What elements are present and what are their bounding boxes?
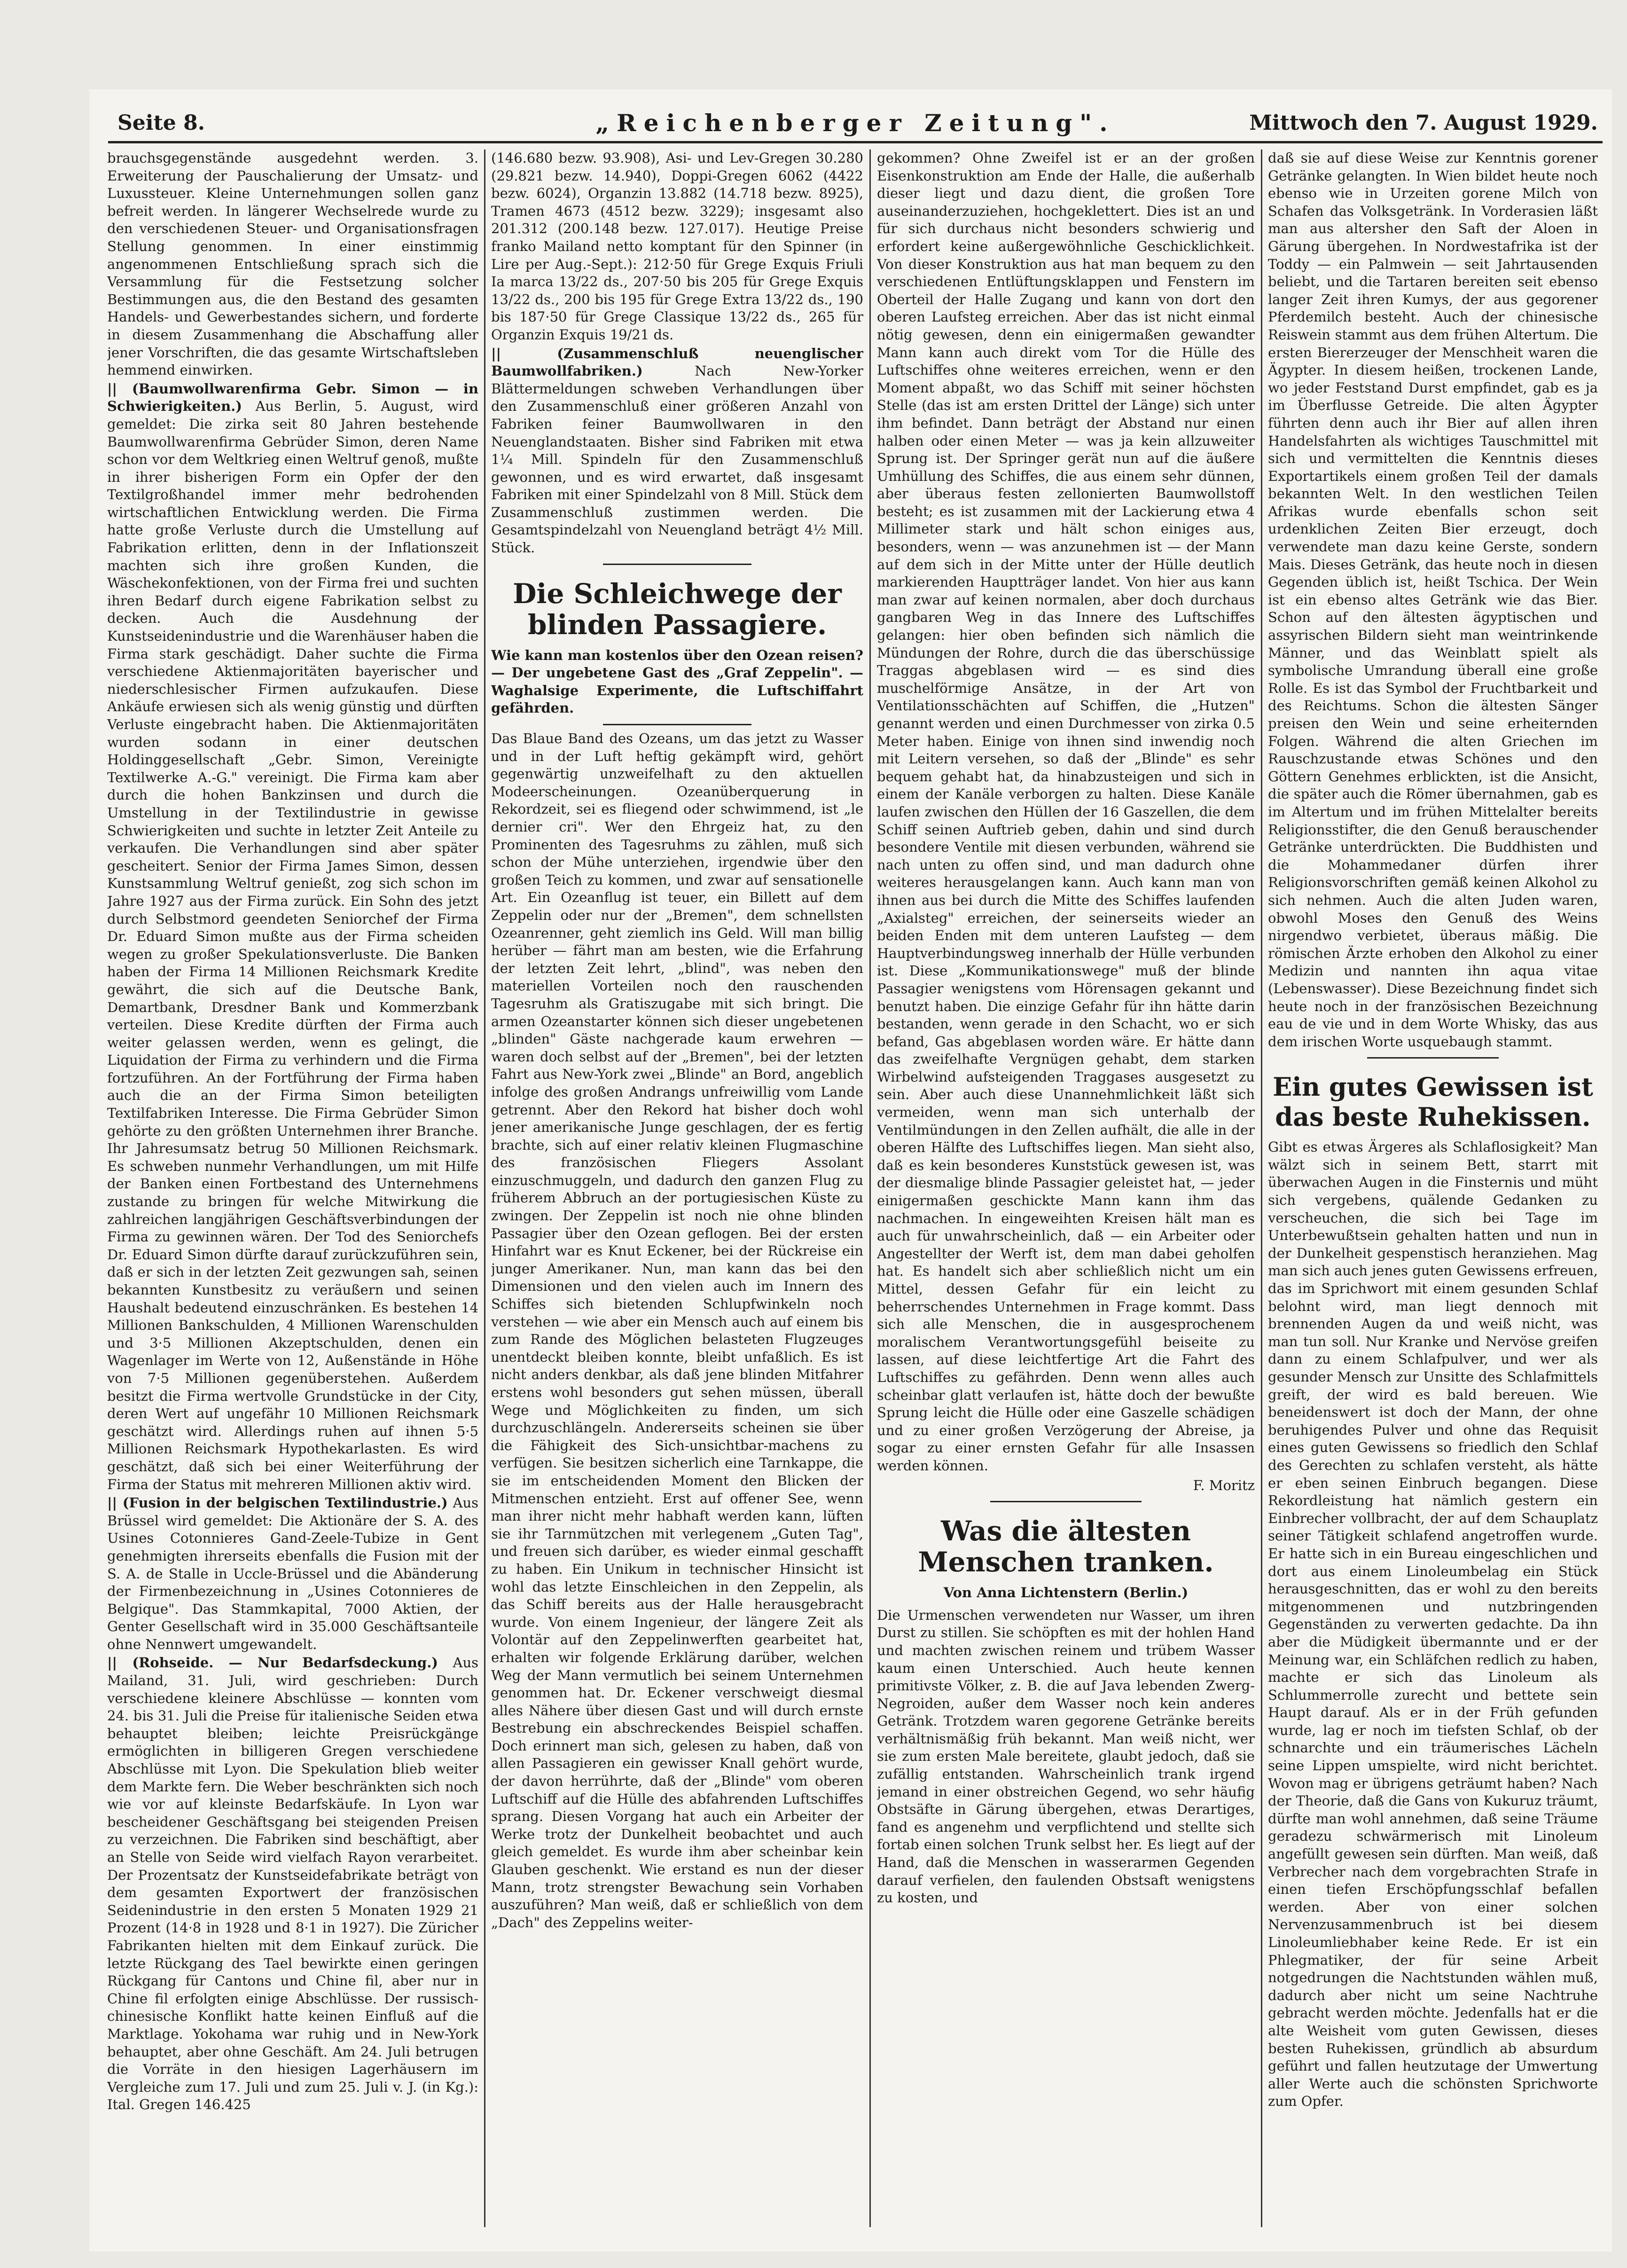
column-1 [107, 149, 478, 2218]
article-text: Aus Brüssel wird gemeldet: Die Aktionäre der S. A. des Usines Cotonnieres Gand-Zeele-Tubize in Gent genehmigten ihrerseits ebenfalls die Fusion mit der S. A. de Stalle in Uccle-Brüssel und die Abänderung der Firmenbezeichnung in „Usines Cotonnieres de Belgique". Das Stammkapital, 7000 Aktien, der Genter Gesellschaft wird in 35.000 Geschäftsanteile ohne Nennwert umgewandelt. [107, 1495, 478, 1652]
page-number: Seite 8. [117, 111, 205, 135]
column-4 [1268, 149, 1598, 2218]
masthead: „Reichenberger Zeitung". [595, 109, 1115, 137]
article-text: Gibt es etwas Ärgeres als Schlaflosigkeit? Man wälzt sich in seinem Bett, starrt mit überwachen Augen in die Finsternis und müht sich vergebens, quälende Gedanken zu verscheuchen, die sich bei Tage im Unterbewußtsein gehalten hatten und nun in der Dunkelheit gespenstisch heranziehen. Mag man sich auch jenes guten Gewissens erfreuen, das im Sprichwort mit einem gesunden Schlaf belohnt wird, man liegt dennoch mit brennenden Augen da und weiß nicht, was man tun soll. Nur Kranke und Nervöse greifen dann zu einem Schlafpulver, und wer als gesunder Mensch zur Unsitte des Schlafmittels greift, der wird es bald bereuen. Wie beneidenswert ist doch der Mann, der ohne beruhigendes Pulver und ohne das Requisit eines guten Gewissens so friedlich den Schlaf des Gerechten zu schlafen versteht, als hätte er eben seinen Einbruch begangen. Diese Rekordleistung hat nämlich gestern ein Einbrecher vollbracht, der auf dem Schauplatz seiner Tätigkeit schlafend angetroffen wurde. Er hatte sich in ein Bureau eingeschlichen und dort aus einem Linoleumbelag ein Stück herausgeschnitten, das er wohl zu den bereits mitgenommenen und nutzbringenden Gegenständen zu verwerten gedachte. Da ihn aber die Müdigkeit übermannte und er der Meinung war, ein Schläfchen redlich zu haben, machte er sich das Linoleum als Schlummerrolle zurecht und bettete sein Haupt darauf. Als er in der Früh gefunden wurde, lag er noch im tiefsten Schlaf, ob der schnarchte und ein träumerisches Lächeln seine Lippen umspielte, wird nicht berichtet. Wovon mag er übrigens geträumt haben? Nach der Theorie, daß die Gans von Kukuruz träumt, dürfte man wohl annehmen, daß seine Träume geradezu schwärmerisch mit Linoleum angefüllt gewesen sein dürften. Man weiß, daß Verbrecher nach dem vorgebrachten Strafe in einen tiefen Erschöpfungsschlaf befallen werden. Aber von einer solchen Nervenzusammenbruch ist bei diesem Linoleumliebhaber keine Rede. Er ist ein Phlegmatiker, der für seine Arbeit notgedrungen die Nachtstunden wählen muß, dadurch aber nicht um seine Nachtruhe gebracht werden möchte. Jedenfalls hat er die alte Weisheit vom guten Gewissen, dieses besten Ruhekissen, gründlich ab absurdum geführt und fallen heutzutage der Umwertung aller Werte auch die schönsten Sprichworte zum Opfer. [1268, 1139, 1598, 2110]
article-author: Von Anna Lichtenstern (Berlin.) [943, 1585, 1189, 1601]
article-text: Aus Berlin, 5. August, wird gemeldet: Die zirka seit 80 Jahren bestehende Baumwollwarenfirma Gebrüder Simon, deren Name schon vor dem Weltkrieg einen Weltruf genoß, mußte in ihrer bisherigen Form ein Opfer der den Textilgroßhandel immer mehr bedrohenden wirtschaftlichen Entwicklung werden. Die Firma hatte große Verluste durch die Umstellung auf Fabrikation erlitten, denn in der Inflationszeit machten sich ihre großen Kunden, die Wäschekonfektionen, von der Firma frei und suchten ihren Bedarf durch eigene Fabrikation selbst zu decken. Auch die Ausdehnung der Kunstseidenindustrie und die Warenhäuser haben die Firma stark geschädigt. Daher suchte die Firma verschiedene Aktienmajoritäten bayerischer und niederschlesischer Firmen aufzukaufen. Diese Ankäufe erwiesen sich als wenig günstig und dürften Verluste eingebracht haben. Die Aktienmajoritäten wurden sodann in einer deutschen Holdinggesellschaft „Gebr. Simon, Vereinigte Textilwerke A.-G." vereinigt. Die Firma kam aber durch die hohen Bankzinsen und durch die Umstellung in der Textilindustrie in gewisse Schwierigkeiten und suchte in letzter Zeit Anteile zu verkaufen. Die Verhandlungen sind aber später gescheitert. Senior der Firma James Simon, dessen Kunstsammlung Weltruf genießt, zog sich schon im Jahre 1927 aus der Firma zurück. Ein Sohn des jetzt durch Selbstmord geendeten Seniorchef der Firma Dr. Eduard Simon mußte aus der Firma scheiden wegen zu großer Spekulationsverluste. Die Banken haben der Firma 14 Millionen Reichsmark Kredite gewährt, die sich auf die Deutsche Bank, Demartbank, Dresdner Bank und Kommerzbank verteilen. Diese Kredite dürften der Firma auch weiter gelassen werden, wenn es gelingt, die Liquidation der Firma zu verhindern und die Firma fortzuführen. An der Fortführung der Firma haben auch die an der Firma Simon beteiligten Textilfabriken Interesse. Die Firma Gebrüder Simon gehörte zu den größten Unternehmen ihrer Branche. Ihr Jahresumsatz betrug 50 Millionen Reichsmark. Es schweben nunmehr Verhandlungen, um mit Hilfe der Banken einen Fortbestand des Unternehmens zustande zu bringen für welche Mitwirkung die zahlreichen langjährigen Geschäftsverbindungen der Firma zu gewinnen wären. Der Tod des Seniorchefs Dr. Eduard Simon dürfte darauf zurückzuführen sein, daß er sich in der letzten Zeit gezwungen sah, seinen bekannten Kunstbesitz zu veräußern und seinen Haushalt bedeutend einzuschränken. Es bestehen 14 Millionen Bankschulden, 4 Millionen Warenschulden und 3·5 Millionen Akzeptschulden, denen ein Wagenlager im Werte von 12, Außenstände in Höhe von 7·5 Millionen gegenüberstehen. Außerdem besitzt die Firma wertvolle Grundstücke in der City, deren Wert auf ungefähr 10 Millionen Reichsmark geschätzt wird. Allerdings ruhen auf ihnen 5·5 Millionen Reichsmark Hypothekarlasten. Es wird geschätzt, daß sich bei einer Weiterführung der Firma der Status mit mehreren Millionen aktiv wird. [107, 398, 478, 1492]
section-heading: || (Zusammenschluß neuenglischer Baumwollfabriken.) [491, 345, 863, 379]
header-rule [108, 141, 1603, 143]
article-title: Was die ältesten Menschen tranken. [918, 1515, 1214, 1578]
section-heading: || (Rohseide. — Nur Bedarfsdeckung.) [107, 1655, 438, 1671]
article-text: (146.680 bezw. 93.908), Asi- und Lev-Gregen 30.280 (29.821 bezw. 14.940), Doppi-Gregen 6062 (4422 bezw. 6024), Organzin 13.882 (14.718 bezw. 8925), Tramen 4673 (4512 bezw. 3229); insgesamt also 201.312 (200.148 bezw. 127.017). Heutige Preise franko Mailand netto komptant für den Spinner (in Lire per Aug.-Sept.): 212·50 für Grege Exquis Friuli Ia marca 13/22 ds., 207·50 bis 205 für Grege Exquis 13/22 ds., 200 bis 195 für Grege Extra 13/22 ds., 190 bis 187·50 für Grege Classique 13/22 ds., 265 für Organzin Exquis 19/21 ds. [491, 150, 863, 343]
article-text: brauchsgegenstände ausgedehnt werden. 3. Erweiterung der Pauschalierung der Umsatz- und Luxussteuer. Kleine Unternehmungen sollen ganz befreit werden. In längerer Wechselrede wurde zu den verschiedenen Steuer- und Organisationsfragen Stellung genommen. In einer einstimmig angenommenen Entschließung sprach sich die Versammlung für die Festsetzung solcher Bestimmungen aus, die den Bestand des gesamten Handels- und Gewerbestandes sichern, und forderte in diesem Zusammenhang die Abschaffung aller jener Vorschriften, die das gesamte Wirtschaftsleben hemmend einwirken. [107, 150, 478, 378]
page-header [108, 106, 1603, 144]
column-divider [1261, 149, 1262, 2227]
separator [603, 564, 752, 565]
column-3 [877, 149, 1255, 2218]
article-text: daß sie auf diese Weise zur Kenntnis gorener Getränke gelangten. In Wien bildet heute noch ebenso wie in Urzeiten gorene Milch von Schafen das Volksgetränk. In Vorderasien läßt man aus altersher den Saft der Aloen in Gärung übergehen. In Nordwestafrika ist der Toddy — ein Palmwein — seit Jahrtausenden beliebt, und die Tartaren bereiten seit ebenso langer Zeit ihren Kumys, der aus gegorener Pferdemilch besteht. Auch der chinesische Reiswein stammt aus dem frühen Altertum. Die ersten Biererzeuger der Menschheit waren die Ägypter. In diesem heißen, trockenen Lande, wo jeder Feststand Durst empfindet, gab es ja im Überflusse Getreide. Die alten Ägypter führten denn auch ihr Bier auf allen ihren Handelsfahrten als wichtiges Tauschmittel mit sich und vermittelten die Kenntnis dieses Exportartikels einem großen Teil der damals bekannten Welt. In den westlichen Teilen Afrikas wurde ebenfalls schon seit urdenklichen Zeiten Bier erzeugt, doch verwendete man dazu keine Gerste, sondern Mais. Dieses Getränk, das heute noch in diesen Gegenden üblich ist, heißt Tschica. Der Wein ist ein ebenso altes Getränk wie das Bier. Schon auf den ältesten ägyptischen und assyrischen Bildern sieht man weintrinkende Männer, und das Weinblatt spielt als symbolische Umrandung überall eine große Rolle. Es ist das Symbol der Fruchtbarkeit und des Reichtums. Schon die ältesten Sänger preisen den Wein und seine erheiternden Folgen. Während die alten Griechen im Rauschzustande etwas Schönes und den Göttern Genehmes erblickten, ist die Ansicht, die später auch die Römer übernahmen, gab es im Altertum und im frühen Mittelalter bereits Religionsstifter, die den Genuß berauschender Getränke unterdrückten. Die Buddhisten und die Mohammedaner dürfen ihrer Religionsvorschriften gemäß keinen Alkohol zu sich nehmen. Auch die alten Juden waren, obwohl Moses den Genuß des Weins nirgendwo verbietet, überaus mäßig. Die römischen Ärzte erhoben den Alkohol zu einer Medizin und nannten ihn aqua vitae (Lebenswasser). Diese Bezeichnung findet sich heute noch in der französischen Bezeichnung eau de vie und in dem Worte Whisky, das aus dem irischen Worte usquebaugh stammt. [1268, 150, 1598, 1050]
article-title: Die Schleichwege der blinden Passagiere. [513, 577, 842, 641]
column-divider [484, 149, 485, 2227]
separator [990, 1501, 1142, 1502]
article-text: Das Blaue Band des Ozeans, um das jetzt zu Wasser und in der Luft heftig gekämpft wird, gehört gegenwärtig unzweifelhaft zu den aktuellen Modeerscheinungen. Ozeanüberquerung in Rekordzeit, sei es fliegend oder schwimmend, ist „le dernier cri". Wer den Ehrgeiz hat, zu den Prominenten des Tagesruhms zu zählen, muß sich schon der Mühe unterziehen, irgendwie über den großen Teich zu kommen, und zwar auf sensationelle Art. Ein Ozeanflug ist teuer, ein Billett auf dem Zeppelin oder nur der „Bremen", dem schnellsten Ozeanrenner, geht ziemlich ins Geld. Will man billig herüber — fährt man am besten, wie die Erfahrung der letzten Zeit lehrt, „blind", was neben den materiellen Vorteilen noch den rauschenden Tagesruhm als Gratiszugabe mit sich bringt. Die armen Ozeanstarter können sich dieser ungebetenen „blinden" Gäste nachgerade kaum erwehren — waren doch selbst auf der „Bremen", bei der letzten Fahrt aus New-York zwei „Blinde" an Bord, angeblich infolge des großen Andrangs unfreiwillig vom Lande getrennt. Aber den Rekord hat bisher doch wohl jener amerikanische Junge geschlagen, der es fertig brachte, sich auf einer relativ kleinen Flugmaschine des französischen Fliegers Assolant einzuschmuggeln, und dadurch den ganzen Flug zu früherem Abbruch an der portugiesischen Küste zu zwingen. Der Zeppelin ist noch nie ohne blinden Passagier über den Ozean geflogen. Bei der ersten Hinfahrt war es Knut Eckener, bei der Rückreise ein junger Amerikaner. Nun, man kann das bei den Dimensionen und den vielen auch im Innern des Schiffes sich bietenden Schlupfwinkeln noch verstehen — wie aber ein Mensch auch auf einem bis zum Rande des Möglichen belasteten Flugzeuges unentdeckt bleiben konnte, bleibt unfaßlich. Es ist nicht anders denkbar, als daß jene blinden Mitfahrer erstens wohl besonders gut sehen müssen, überall Wege und Möglichkeiten zu finden, um sich durchzuschlängeln. Andererseits scheinen sie über die Fähigkeit des Sich-unsichtbar-machens zu verfügen. Sie besitzen sicherlich eine Tarnkappe, die sie im entscheidenden Moment den Blicken der Mitmenschen entzieht. Erst auf offener See, wenn man ihrer nicht mehr habhaft werden kann, lüften sie ihr Tarnmützchen mit verlegenem „Guten Tag", und freuen sich darüber, es wieder einmal geschafft zu haben. Ein Unikum in technischer Hinsicht ist wohl das letzte Einschleichen in den Zeppelin, als das Schiff bereits aus der Halle herausgebracht wurde. Von einem Ingenieur, der längere Zeit als Volontär auf den Zeppelinwerften gearbeitet hat, erhalten wir folgende Erklärung darüber, welchen Weg der Mann vermutlich bei seinem Unternehmen genommen hat. Dr. Eckener verschweigt diesmal alles Nähere über diesen Gast und will durch ernste Bestrebung ein abschreckendes Beispiel schaffen. Doch erinnert man sich, gelesen zu haben, daß von allen Passagieren ein gewisser Knall gehört wurde, der davon herrührte, daß der „Blinde" vom oberen Luftschiff auf die Hülle des abfahrenden Luftschiffes sprang. Diesen Vorgang hat auch ein Arbeiter der Werke trotz der Dunkelheit beobachtet und auch gleich gemeldet. Es wurde ihm aber scheinbar kein Glauben geschenkt. Wie erstand es nun der dieser Mann, trotz strengster Bewachung sein Vorhaben auszuführen? Man weiß, daß er schließlich von dem „Dach" des Zeppelins weiter- [491, 730, 863, 1931]
article-signature: F. Moritz [1193, 1477, 1255, 1493]
separator [1367, 1057, 1499, 1059]
article-lead: Wie kann man kostenlos über den Ozean reisen? — Der ungebetene Gast des „Graf Zeppelin". — Waghalsige Experimente, die Luftschiffahrt gefährden. [491, 647, 863, 716]
separator [603, 724, 752, 725]
section-heading: || (Baumwollwarenfirma Gebr. Simon — in Schwierigkeiten.) [107, 380, 478, 415]
section-heading: || (Fusion in der belgischen Textilindustrie.) [107, 1495, 448, 1511]
issue-date: Mittwoch den 7. August 1929. [1249, 111, 1598, 135]
article-text: Aus Mailand, 31. Juli, wird geschrieben: Durch verschiedene kleinere Abschlüsse — konnten vom 24. bis 31. Juli die Preise für italienische Seiden etwa behauptet bleiben; leichte Preisrückgänge ermöglichten in billigeren Gregen verschiedene Abschlüsse mit Lyon. Die Spekulation blieb weiter dem Markte fern. Die Weber beschränkten sich noch wie vor auf kleinste Bedarfskäufe. In Lyon war bescheidener Geschäftsgang bei steigenden Preisen zu verzeichnen. Die Fabriken sind beschäftigt, aber an Stelle von Seide wird vielfach Rayon verarbeitet. Der Prozentsatz der Kunstseidefabrikate beträgt von dem gesamten Exportwert der französischen Seidenindustrie in den ersten 5 Monaten 1929 21 Prozent (14·8 in 1928 und 8·1 in 1927). Die Züricher Fabrikanten hielten mit dem Einkauf zurück. Die letzte Rückgang des Tael bewirkte einen geringen Rückgang für Cantons und Chine fil, aber nur in Chine fil erfolgten einige Abschlüsse. Der russisch-chinesische Konflikt hatte keinen Einfluß auf die Marktlage. Yokohama war ruhig und in New-York behauptet, aber ohne Geschäft. Am 24. Juli betrugen die Vorräte in den hiesigen Lagerhäusern im Vergleiche zum 17. Juli und zum 25. Juli v. J. (in Kg.): Ital. Gregen 146.425 [107, 1655, 478, 2113]
column-2 [491, 149, 863, 2218]
article-text: Nach New-Yorker Blättermeldungen schweben Verhandlungen über den Zusammenschluß einer größeren Anzahl von Fabriken feiner Baumwollwaren in den Neuenglandstaaten. Bisher sind Fabriken mit etwa 1¼ Mill. Spindeln für den Zusammenschluß gewonnen, und es wird erwartet, daß insgesamt Fabriken mit einer Spindelzahl von 8 Mill. Stück dem Zusammenschluß zustimmen werden. Die Gesamtspindelzahl von Neuengland beträgt 4½ Mill. Stück. [491, 363, 863, 556]
column-divider [869, 149, 871, 2227]
article-text: Die Urmenschen verwendeten nur Wasser, um ihren Durst zu stillen. Sie schöpften es mit der hohlen Hand und machten zwischen reinem und trübem Wasser kaum einen Unterschied. Auch heute kennen primitivste Völker, z. B. die auf Java lebenden Zwerg-Negroiden, außer dem Wasser noch kein anderes Getränk. Trotzdem waren gegorene Getränke bereits verhältnismäßig früh bekannt. Man weiß nicht, wer sie zum ersten Male bereitete, glaubt jedoch, daß sie zufällig entstanden. Wahrscheinlich trank irgend jemand in einer obstreichen Gegend, wo sehr häufig Obstsäfte in Gärung übergehen, etwas Derartiges, fand es angenehm und verpflichtend und stellte sich fortab einen solchen Trunk selbst her. Es liegt auf der Hand, daß die Menschen in wasserarmen Gegenden darauf verfielen, den faulenden Obstsaft wenigstens zu kosten, und [877, 1607, 1255, 1906]
article-title: Ein gutes Gewissen ist das beste Ruhekissen. [1273, 1072, 1593, 1132]
article-text: gekommen? Ohne Zweifel ist er an der großen Eisenkonstruktion am Ende der Halle, die außerhalb dieser liegt und dazu dient, die großen Tore auseinanderzuziehen, hochgeklettert. Dies ist an und für sich durchaus nicht besonders schwierig und erfordert keine außergewöhnliche Geschicklichkeit. Von dieser Konstruktion aus hat man bequem zu den verschiedenen Entlüftungsklappen und Fenstern im Oberteil der Halle Zugang und kann von dort den oberen Laufsteg erreichen. Aber das ist nicht einmal nötig gewesen, denn ein einigermaßen gewandter Mann kann auch direkt vom Tor die Hülle des Luftschiffes ohne weiteres erreichen, wenn er den Moment abpaßt, wo das Schiff mit seiner höchsten Stelle (das ist am ersten Drittel der Länge) sich unter ihm befindet. Dann beträgt der Abstand nur einen halben oder einen Meter — was ja kein allzuweiter Sprung ist. Der Springer gerät nun auf die äußere Umhüllung des Schiffes, die aus einem sehr dünnen, aber überaus festen zellonierten Baumwollstoff besteht; es ist zusammen mit der Lackierung etwa 4 Millimeter stark und hält schon einiges aus, besonders, wenn — was anzunehmen ist — der Mann auf dem sich in der Mitte unter der Hülle deutlich markierenden Hauptträger landet. Von hier aus kann man zwar auf keinen normalen, aber doch durchaus gangbaren Weg in das Innere des Luftschiffes gelangen: hier oben befinden sich nämlich die Mündungen der Rohre, durch die das überschüssige Traggas abgeblasen wird — es sind dies muschelförmige Ansätze, in der Art von Ventilationsschächten auf Schiffen, die „Hutzen" genannt werden und einen Durchmesser von zirka 0.5 Meter haben. Einige von ihnen sind inwendig noch mit Leitern versehen, so daß der „Blinde" es sehr bequem gehabt hat, da hinabzusteigen und sich in einem der Kanäle verborgen zu halten. Diese Kanäle laufen zwischen den Hüllen der 16 Gaszellen, die dem Schiff seinen Auftrieb geben, dahin und sind durch besondere Ventile mit diesen verbunden, während sie nach unten zu offen sind, und man dadurch ohne weiteres herausgelangen kann. Auch kann man von ihnen aus bei durch die Mitte des Schiffes laufenden „Axialsteg" erreichen, der seinerseits wieder an beiden Enden mit dem unteren Laufsteg — dem Hauptverbindungsweg innerhalb der Hülle verbunden ist. Diese „Kommunikationswege" muß der blinde Passagier wenigstens vom Hörensagen gekannt und benutzt haben. Die einzige Gefahr für ihn hätte darin bestanden, wenn gerade in den Schacht, wo er sich befand, Gas abgeblasen worden wäre. Er hätte dann das zweifelhafte Vergnügen gehabt, dem starken Wirbelwind aufsteigenden Traggases ausgesetzt zu sein. Aber auch diese Unannehmlichkeit läßt sich vermeiden, wenn man sich unterhalb der Ventilmündungen in den Zellen aufhält, die alle in der oberen Hälfte des Luftschiffes liegen. Man sieht also, daß es kein besonderes Kunststück gewesen ist, was der diesmalige blinde Passagier geleistet hat, — jeder einigermaßen geschickte Mann kann ihm das nachmachen. In eingeweihten Kreisen hält man es auch für unwahrscheinlich, daß — ein Arbeiter oder Angestellter der Werft ist, dem man dabei geholfen hat. Es handelt sich aber schließlich nicht um ein Mittel, dessen Gefahr für ein leicht zu beherrschendes Unternehmen in Frage kommt. Dass sich alle Menschen, die in ausgesprochenem moralischem Verantwortungsgefühl beiseite zu lassen, auf diese leichtfertige Art die Fahrt des Luftschiffes zu gefährden. Denn wenn alles auch scheinbar glatt verlaufen ist, hätte doch der bewußte Sprung leicht die Hülle oder eine Gaszelle schädigen und zu einer großen Verzögerung der Abreise, ja sogar zu einer ernsten Gefahr für alle Insassen werden können. [877, 150, 1255, 1474]
